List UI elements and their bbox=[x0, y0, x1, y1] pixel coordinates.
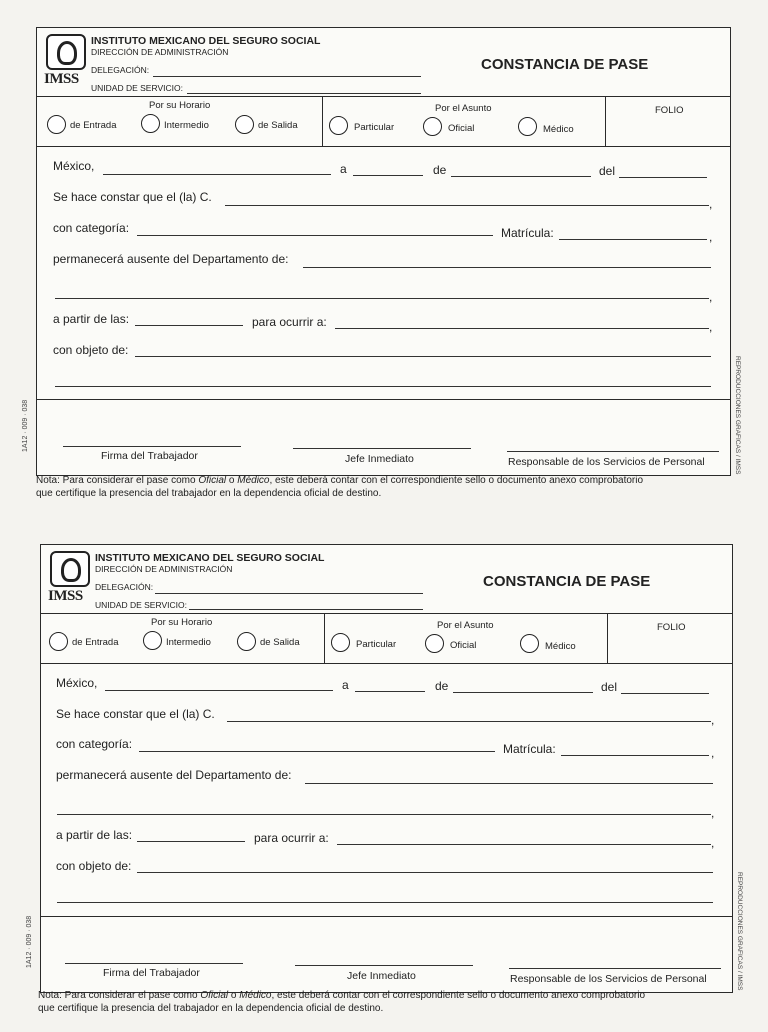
mexico-label: México, bbox=[56, 676, 98, 690]
unidad-field[interactable] bbox=[189, 609, 423, 610]
departamento-field[interactable] bbox=[303, 267, 711, 268]
divider bbox=[41, 613, 732, 614]
del-label: del bbox=[601, 680, 618, 694]
comma: , bbox=[711, 713, 715, 727]
divider bbox=[37, 96, 730, 97]
categoria-field[interactable] bbox=[139, 751, 495, 752]
month-field[interactable] bbox=[451, 176, 591, 177]
place-field[interactable] bbox=[105, 690, 333, 691]
radio-de-salida[interactable] bbox=[237, 632, 256, 651]
objeto-field[interactable] bbox=[137, 872, 713, 873]
note-text: o bbox=[226, 475, 238, 486]
ocurrir-label: para ocurrir a: bbox=[252, 315, 327, 329]
mexico-label: México, bbox=[53, 159, 95, 173]
objeto-label: con objeto de: bbox=[56, 859, 132, 873]
departamento-field-2[interactable] bbox=[57, 814, 711, 815]
asunto-header: Por el Asunto bbox=[437, 620, 494, 631]
institution-name: INSTITUTO MEXICANO DEL SEGURO SOCIAL bbox=[91, 35, 321, 47]
note-oficial: Oficial bbox=[200, 990, 229, 1001]
comma: , bbox=[709, 230, 713, 244]
ocurrir-label: para ocurrir a: bbox=[254, 831, 329, 845]
comma: , bbox=[709, 197, 713, 211]
note-text: , este deberá contar con el correspondiente sello o documento anexo comprobatorio bbox=[271, 990, 646, 1001]
de-label: de bbox=[433, 163, 447, 177]
categoria-label: con categoría: bbox=[56, 737, 133, 751]
matricula-field[interactable] bbox=[559, 239, 707, 240]
radio-de-salida[interactable] bbox=[235, 115, 254, 134]
ausente-label: permanecerá ausente del Departamento de: bbox=[53, 252, 289, 266]
jefe-label: Jefe Inmediato bbox=[347, 970, 416, 982]
comma: , bbox=[709, 320, 713, 334]
folio-label: FOLIO bbox=[655, 105, 684, 116]
unidad-label: UNIDAD DE SERVICIO: bbox=[95, 600, 187, 610]
signature-line-trabajador[interactable] bbox=[65, 963, 243, 964]
form-title: CONSTANCIA DE PASE bbox=[483, 573, 651, 590]
ausente-label: permanecerá ausente del Departamento de: bbox=[56, 768, 292, 782]
option-label: de Salida bbox=[260, 637, 300, 648]
radio-medico[interactable] bbox=[518, 117, 537, 136]
unidad-label: UNIDAD DE SERVICIO: bbox=[91, 83, 183, 93]
unidad-field[interactable] bbox=[187, 93, 421, 94]
note-text: que certifique la presencia del trabajador en la dependencia oficial de destino. bbox=[36, 487, 382, 499]
option-label: de Entrada bbox=[70, 120, 117, 131]
categoria-label: con categoría: bbox=[53, 221, 130, 235]
radio-intermedio[interactable] bbox=[141, 114, 160, 133]
form-code: 1A12 · 009 · 038 bbox=[26, 915, 33, 968]
institution-name: INSTITUTO MEXICANO DEL SEGURO SOCIAL bbox=[95, 552, 325, 564]
place-field[interactable] bbox=[103, 174, 331, 175]
option-label: de Salida bbox=[258, 120, 298, 131]
de-label: de bbox=[435, 679, 449, 693]
option-label: Particular bbox=[356, 639, 397, 650]
departamento-field-2[interactable] bbox=[55, 298, 709, 299]
form-title: CONSTANCIA DE PASE bbox=[481, 56, 649, 73]
form-frame bbox=[36, 27, 731, 476]
jefe-label: Jefe Inmediato bbox=[345, 453, 414, 465]
option-label: Médico bbox=[545, 641, 576, 652]
responsable-label: Responsable de los Servicios de Personal bbox=[508, 456, 705, 468]
imss-logo bbox=[44, 34, 86, 86]
objeto-field-2[interactable] bbox=[57, 902, 713, 903]
option-label: Médico bbox=[543, 124, 574, 135]
objeto-label: con objeto de: bbox=[53, 343, 129, 357]
imss-emblem-icon bbox=[46, 34, 86, 70]
option-label: Intermedio bbox=[164, 120, 209, 131]
radio-medico[interactable] bbox=[520, 634, 539, 653]
comma: , bbox=[711, 806, 715, 820]
radio-oficial[interactable] bbox=[423, 117, 442, 136]
option-label: Particular bbox=[354, 122, 395, 133]
horario-header: Por su Horario bbox=[151, 617, 213, 628]
note bbox=[36, 475, 643, 500]
ocurrir-field[interactable] bbox=[335, 328, 709, 329]
radio-de-entrada[interactable] bbox=[49, 632, 68, 651]
day-field[interactable] bbox=[353, 175, 423, 176]
hace-constar-label: Se hace constar que el (la) C. bbox=[56, 707, 215, 721]
note-text: , este deberá contar con el correspondiente sello o documento anexo comprobatorio bbox=[269, 475, 644, 486]
radio-particular[interactable] bbox=[331, 633, 350, 652]
day-field[interactable] bbox=[355, 691, 425, 692]
note-medico: Médico bbox=[239, 990, 272, 1001]
divider bbox=[41, 663, 732, 664]
direction-name: DIRECCIÓN DE ADMINISTRACIÓN bbox=[91, 47, 229, 57]
firma-trabajador-label: Firma del Trabajador bbox=[101, 450, 198, 462]
matricula-field[interactable] bbox=[561, 755, 709, 756]
side-printer-text: REPRODUCCIONES GRAFICAS / IMSS bbox=[736, 872, 743, 991]
hora-field[interactable] bbox=[137, 841, 245, 842]
hace-constar-label: Se hace constar que el (la) C. bbox=[53, 190, 212, 204]
horario-header: Por su Horario bbox=[149, 100, 211, 111]
note-medico: Médico bbox=[237, 475, 270, 486]
asunto-header: Por el Asunto bbox=[435, 103, 492, 114]
note bbox=[38, 990, 645, 1015]
comma: , bbox=[709, 290, 713, 304]
constancia-form-bottom bbox=[0, 516, 768, 1032]
note-text: Nota: Para considerar el pase como bbox=[38, 990, 201, 1001]
divider bbox=[37, 146, 730, 147]
imss-logo bbox=[48, 551, 90, 603]
logo-text: IMSS bbox=[48, 588, 83, 604]
comma: , bbox=[711, 746, 715, 760]
departamento-field[interactable] bbox=[305, 783, 713, 784]
a-label: a bbox=[342, 678, 349, 692]
direction-name: DIRECCIÓN DE ADMINISTRACIÓN bbox=[95, 564, 233, 574]
matricula-label: Matrícula: bbox=[503, 742, 556, 756]
divider bbox=[605, 96, 606, 146]
radio-oficial[interactable] bbox=[425, 634, 444, 653]
signature-line-trabajador[interactable] bbox=[63, 446, 241, 447]
categoria-field[interactable] bbox=[137, 235, 493, 236]
firma-trabajador-label: Firma del Trabajador bbox=[103, 967, 200, 979]
hora-field[interactable] bbox=[135, 325, 243, 326]
signature-line-responsable[interactable] bbox=[507, 451, 719, 452]
note-oficial: Oficial bbox=[198, 475, 227, 486]
delegacion-label: DELEGACIÓN: bbox=[95, 582, 154, 592]
form-frame bbox=[40, 544, 733, 993]
year-field[interactable] bbox=[621, 693, 709, 694]
option-label: Oficial bbox=[450, 640, 477, 651]
employee-name-field[interactable] bbox=[227, 721, 711, 722]
delegacion-field[interactable] bbox=[153, 76, 421, 77]
objeto-field[interactable] bbox=[135, 356, 711, 357]
option-label: Oficial bbox=[448, 123, 475, 134]
signature-line-jefe[interactable] bbox=[293, 448, 471, 449]
radio-intermedio[interactable] bbox=[143, 631, 162, 650]
a-label: a bbox=[340, 162, 347, 176]
matricula-label: Matrícula: bbox=[501, 226, 554, 240]
imss-emblem-icon bbox=[50, 551, 90, 587]
delegacion-label: DELEGACIÓN: bbox=[91, 65, 150, 75]
divider bbox=[322, 96, 323, 146]
divider bbox=[607, 613, 608, 663]
month-field[interactable] bbox=[453, 692, 593, 693]
radio-particular[interactable] bbox=[329, 116, 348, 135]
divider bbox=[41, 916, 732, 917]
year-field[interactable] bbox=[619, 177, 707, 178]
employee-name-field[interactable] bbox=[225, 205, 709, 206]
option-label: Intermedio bbox=[166, 637, 211, 648]
apartir-label: a partir de las: bbox=[53, 312, 130, 326]
objeto-field-2[interactable] bbox=[55, 386, 711, 387]
side-printer-text: REPRODUCCIONES GRAFICAS / IMSS bbox=[734, 356, 741, 475]
folio-label: FOLIO bbox=[657, 622, 686, 633]
divider bbox=[324, 613, 325, 663]
responsable-label: Responsable de los Servicios de Personal bbox=[510, 973, 707, 985]
signature-line-responsable[interactable] bbox=[509, 968, 721, 969]
note-text: o bbox=[228, 990, 240, 1001]
note-text: Nota: Para considerar el pase como bbox=[36, 475, 199, 486]
ocurrir-field[interactable] bbox=[337, 844, 711, 845]
comma: , bbox=[711, 836, 715, 850]
apartir-label: a partir de las: bbox=[56, 828, 133, 842]
del-label: del bbox=[599, 164, 616, 178]
radio-de-entrada[interactable] bbox=[47, 115, 66, 134]
logo-text: IMSS bbox=[44, 71, 79, 87]
form-code: 1A12 · 009 · 038 bbox=[22, 399, 29, 452]
option-label: de Entrada bbox=[72, 637, 119, 648]
note-text: que certifique la presencia del trabajador en la dependencia oficial de destino. bbox=[38, 1002, 384, 1014]
signature-line-jefe[interactable] bbox=[295, 965, 473, 966]
divider bbox=[37, 399, 730, 400]
delegacion-field[interactable] bbox=[155, 593, 423, 594]
